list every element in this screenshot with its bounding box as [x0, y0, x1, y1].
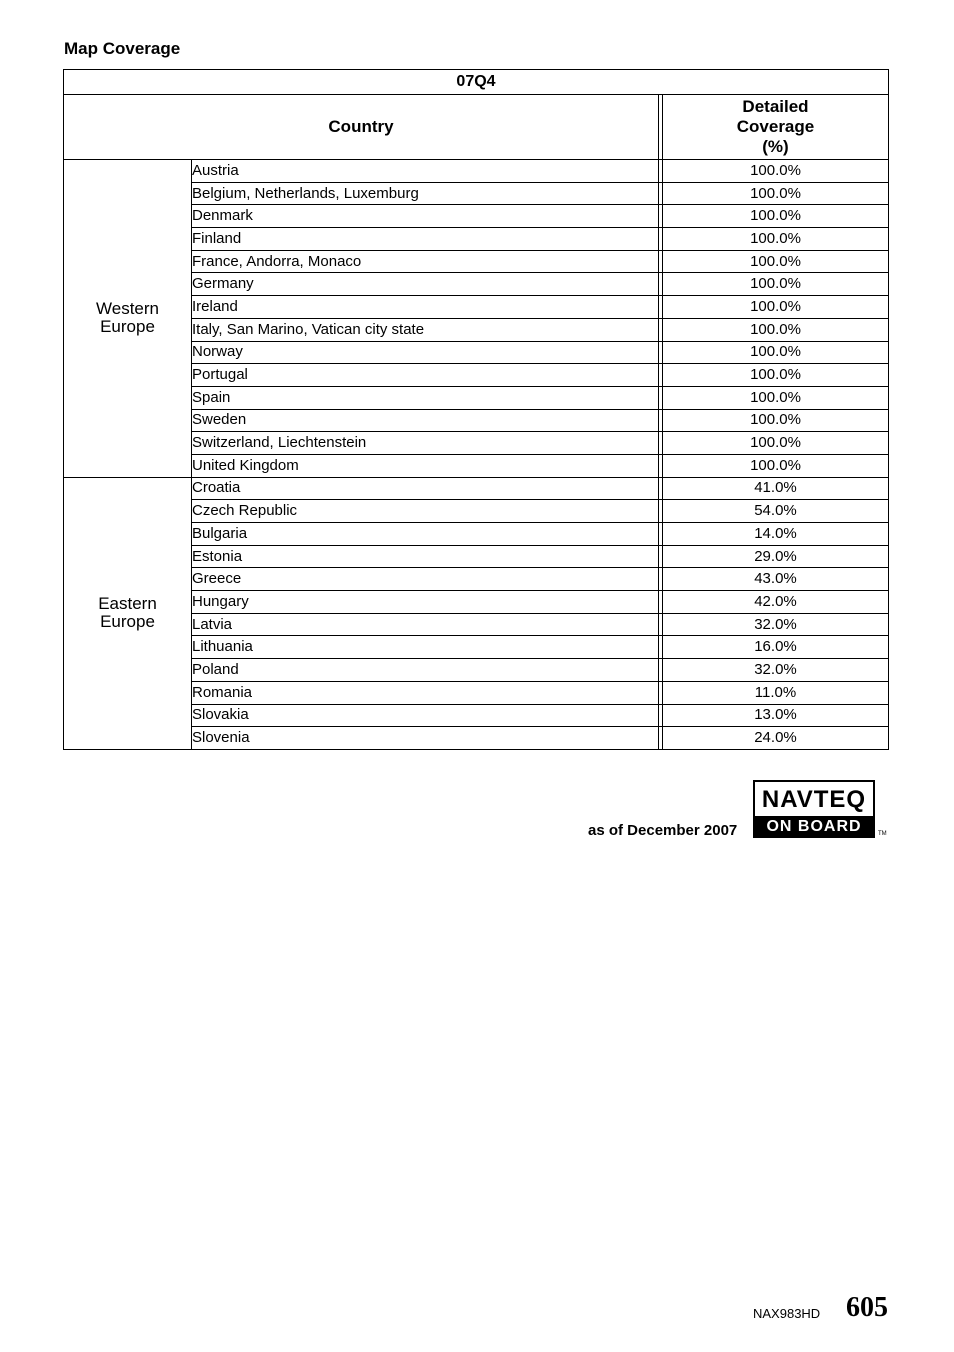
coverage-cell: 32.0%	[663, 613, 889, 636]
country-cell: Estonia	[192, 545, 659, 568]
coverage-cell: 100.0%	[663, 454, 889, 477]
country-cell: Slovakia	[192, 704, 659, 727]
region-label-line: Western	[96, 299, 159, 319]
navteq-logo	[753, 780, 875, 838]
country-cell: Lithuania	[192, 636, 659, 659]
table-period-row	[64, 70, 889, 95]
logo-onboard-text: ON BOARD	[753, 816, 875, 838]
region-label-line: Eastern	[98, 594, 157, 614]
country-cell: United Kingdom	[192, 454, 659, 477]
coverage-cell: 13.0%	[663, 704, 889, 727]
country-cell: Belgium, Netherlands, Luxemburg	[192, 182, 659, 205]
country-cell: Spain	[192, 386, 659, 409]
coverage-cell: 100.0%	[663, 273, 889, 296]
coverage-cell: 100.0%	[663, 205, 889, 228]
coverage-header-line: Coverage	[736, 117, 815, 136]
country-cell: Austria	[192, 160, 659, 183]
region-label-line: Europe	[100, 612, 155, 632]
coverage-column-header	[663, 95, 889, 160]
coverage-header-line: Detailed	[742, 97, 809, 116]
country-cell: Ireland	[192, 296, 659, 319]
as-of-date: as of December 2007	[588, 822, 738, 839]
coverage-cell: 42.0%	[663, 591, 889, 614]
country-cell: France, Andorra, Monaco	[192, 250, 659, 273]
coverage-cell: 100.0%	[663, 296, 889, 319]
logo-navteq-text: NAVTEQ	[753, 780, 875, 816]
trademark-mark: TM	[878, 831, 887, 837]
country-cell: Norway	[192, 341, 659, 364]
country-cell: Germany	[192, 273, 659, 296]
page-title: Map Coverage	[64, 39, 181, 58]
country-cell: Denmark	[192, 205, 659, 228]
coverage-cell: 24.0%	[663, 727, 889, 750]
coverage-cell: 100.0%	[663, 364, 889, 387]
model-number: NAX983HD	[753, 1306, 821, 1321]
coverage-cell: 100.0%	[663, 432, 889, 455]
country-cell: Czech Republic	[192, 500, 659, 523]
coverage-cell: 29.0%	[663, 545, 889, 568]
coverage-cell: 100.0%	[663, 182, 889, 205]
country-cell: Bulgaria	[192, 523, 659, 546]
country-cell: Poland	[192, 659, 659, 682]
coverage-cell: 100.0%	[663, 228, 889, 251]
table-row	[64, 160, 889, 183]
country-cell: Greece	[192, 568, 659, 591]
table-row	[64, 477, 889, 500]
country-cell: Romania	[192, 681, 659, 704]
country-cell: Portugal	[192, 364, 659, 387]
coverage-header-line: (%)	[762, 137, 789, 156]
region-label	[64, 160, 192, 478]
country-cell: Hungary	[192, 591, 659, 614]
country-column-header: Country	[64, 95, 659, 160]
country-cell: Latvia	[192, 613, 659, 636]
country-cell: Croatia	[192, 477, 659, 500]
country-cell: Switzerland, Liechtenstein	[192, 432, 659, 455]
coverage-cell: 11.0%	[663, 681, 889, 704]
coverage-cell: 100.0%	[663, 409, 889, 432]
coverage-cell: 100.0%	[663, 318, 889, 341]
coverage-cell: 32.0%	[663, 659, 889, 682]
table-header-row	[64, 95, 889, 160]
region-label	[64, 477, 192, 749]
page-number: 605	[846, 1292, 888, 1323]
country-cell: Italy, San Marino, Vatican city state	[192, 318, 659, 341]
coverage-cell: 100.0%	[663, 341, 889, 364]
coverage-cell: 100.0%	[663, 386, 889, 409]
country-cell: Sweden	[192, 409, 659, 432]
region-label-line: Europe	[100, 317, 155, 337]
coverage-cell: 100.0%	[663, 160, 889, 183]
coverage-cell: 43.0%	[663, 568, 889, 591]
coverage-cell: 16.0%	[663, 636, 889, 659]
coverage-cell: 100.0%	[663, 250, 889, 273]
coverage-cell: 41.0%	[663, 477, 889, 500]
period-heading: 07Q4	[64, 70, 889, 95]
coverage-cell: 14.0%	[663, 523, 889, 546]
map-coverage-table	[63, 69, 889, 750]
country-cell: Slovenia	[192, 727, 659, 750]
country-cell: Finland	[192, 228, 659, 251]
coverage-cell: 54.0%	[663, 500, 889, 523]
